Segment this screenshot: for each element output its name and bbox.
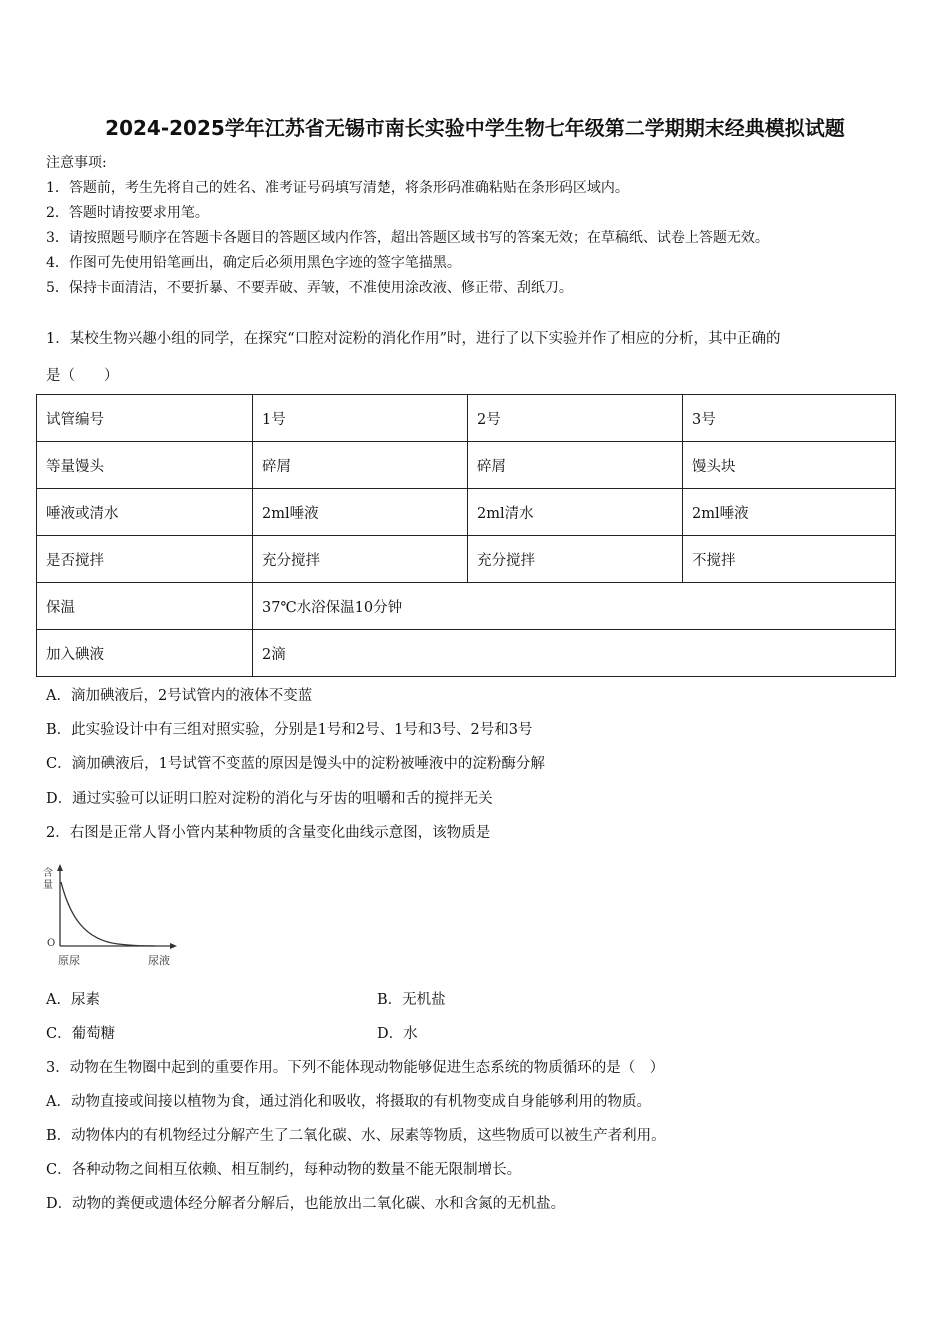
- q2-stem: 2．右图是正常人肾小管内某种物质的含量变化曲线示意图，该物质是: [46, 825, 491, 841]
- table-row: [37, 442, 896, 489]
- q2-option-c: C．葡萄糖: [46, 1026, 116, 1042]
- q1-option-b: B．此实验设计中有三组对照实验，分别是1号和2号、1号和3号、2号和3号: [46, 722, 533, 738]
- q2-option-d: D．水: [377, 1026, 418, 1042]
- notice-heading: 注意事项:: [46, 155, 107, 171]
- content-curve-chart: [40, 862, 190, 972]
- q3-stem: 3．动物在生物圈中起到的重要作用。下列不能体现动物能够促进生态系统的物质循环的是（ ）: [46, 1060, 665, 1076]
- table-cell: 加入碘液: [37, 630, 253, 677]
- table-cell: 2滴: [253, 630, 896, 677]
- table-cell: 充分搅拌: [253, 536, 468, 583]
- table-cell: 等量馒头: [37, 442, 253, 489]
- notice-item: 3．请按照题号顺序在答题卡各题目的答题区域内作答，超出答题区域书写的答案无效；在草稿纸、试卷上答题无效。: [46, 230, 769, 246]
- table-cell: 1号: [253, 395, 468, 442]
- q1-stem-line1: 1．某校生物兴趣小组的同学，在探究“口腔对淀粉的消化作用”时，进行了以下实验并作了相应的分析，其中正确的: [46, 331, 781, 347]
- table-row: [37, 536, 896, 583]
- q2-option-b: B．无机盐: [377, 992, 446, 1008]
- table-row: [37, 489, 896, 536]
- table-cell: 2ml唾液: [683, 489, 896, 536]
- y-axis-arrow: [57, 864, 63, 871]
- table-cell: 保温: [37, 583, 253, 630]
- table-cell: 2ml唾液: [253, 489, 468, 536]
- table-row: [37, 630, 896, 677]
- x-axis-arrow: [170, 943, 177, 949]
- q3-option-d: D．动物的粪便或遗体经分解者分解后，也能放出二氧化碳、水和含氮的无机盐。: [46, 1196, 566, 1212]
- table-row: [37, 395, 896, 442]
- notice-item: 4．作图可先使用铅笔画出，确定后必须用黑色字迹的签字笔描黑。: [46, 255, 461, 271]
- q2-option-a: A．尿素: [46, 992, 100, 1008]
- table-cell: 不搅拌: [683, 536, 896, 583]
- table-cell: 3号: [683, 395, 896, 442]
- q1-option-d: D．通过实验可以证明口腔对淀粉的消化与牙齿的咀嚼和舌的搅拌无关: [46, 791, 493, 807]
- page-title: 2024-2025学年江苏省无锡市南长实验中学生物七年级第二学期期末经典模拟试题: [105, 116, 845, 140]
- q3-option-a: A．动物直接或间接以植物为食，通过消化和吸收，将摄取的有机物变成自身能够利用的物质。: [46, 1094, 651, 1110]
- q1-option-c: C．滴加碘液后，1号试管不变蓝的原因是馒头中的淀粉被唾液中的淀粉酶分解: [46, 756, 545, 772]
- table-row: [37, 583, 896, 630]
- notice-item: 5．保持卡面清洁，不要折暴、不要弄破、弄皱，不准使用涂改液、修正带、刮纸刀。: [46, 280, 573, 296]
- q1-stem-line2: 是（ ）: [46, 368, 119, 384]
- x-end-label: 尿液: [148, 954, 170, 967]
- q1-option-a: A．滴加碘液后，2号试管内的液体不变蓝: [46, 688, 313, 704]
- x-start-label: 原尿: [58, 954, 80, 967]
- q3-option-c: C．各种动物之间相互依赖、相互制约，每种动物的数量不能无限制增长。: [46, 1162, 522, 1178]
- table-cell: 2ml清水: [468, 489, 683, 536]
- table-cell: 试管编号: [37, 395, 253, 442]
- y-axis-label-1: 含: [43, 868, 53, 879]
- q3-option-b: B．动物体内的有机物经过分解产生了二氧化碳、水、尿素等物质，这些物质可以被生产者利用。: [46, 1128, 666, 1144]
- origin-label: O: [47, 938, 56, 949]
- table-cell: 碎屑: [468, 442, 683, 489]
- table-cell: 是否搅拌: [37, 536, 253, 583]
- table-cell: 2号: [468, 395, 683, 442]
- table-cell: 37℃水浴保温10分钟: [253, 583, 896, 630]
- table-cell: 馒头块: [683, 442, 896, 489]
- y-axis-label-2: 量: [43, 880, 53, 891]
- table-cell: 碎屑: [253, 442, 468, 489]
- experiment-table: [36, 394, 896, 677]
- table-cell: 唾液或清水: [37, 489, 253, 536]
- notice-item: 2．答题时请按要求用笔。: [46, 205, 209, 221]
- notice-item: 1．答题前，考生先将自己的姓名、准考证号码填写清楚，将条形码准确粘贴在条形码区域内。: [46, 180, 629, 196]
- content-curve: [61, 882, 155, 946]
- table-cell: 充分搅拌: [468, 536, 683, 583]
